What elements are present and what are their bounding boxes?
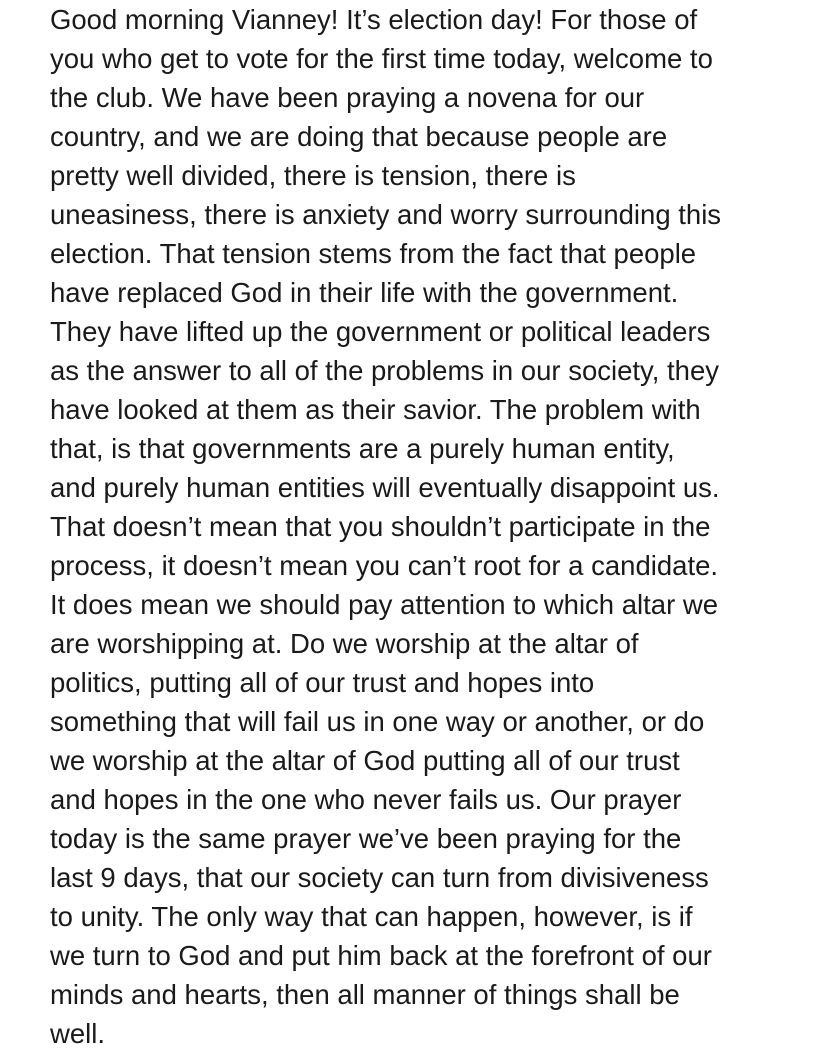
text-line: have looked at them as their savior. The problem with: [50, 394, 701, 425]
text-line: minds and hearts, then all manner of things shall be: [50, 979, 680, 1010]
text-line: as the answer to all of the problems in our society, they: [50, 355, 719, 386]
text-line: Good morning Vianney! It’s election day! For those of: [50, 4, 698, 35]
text-line: well.: [50, 1018, 106, 1049]
text-line: we turn to God and put him back at the forefront of our: [50, 940, 712, 971]
text-line: pretty well divided, there is tension, there is: [50, 160, 576, 191]
text-line: and purely human entities will eventually disappoint us.: [50, 472, 720, 503]
text-line: today is the same prayer we’ve been praying for the: [50, 823, 682, 854]
text-line: last 9 days, that our society can turn from divisiveness: [50, 862, 709, 893]
text-line: politics, putting all of our trust and hopes into: [50, 667, 595, 698]
text-line: election. That tension stems from the fact that people: [50, 238, 697, 269]
text-line: something that will fail us in one way or another, or do: [50, 706, 705, 737]
text-line: to unity. The only way that can happen, however, is if: [50, 901, 693, 932]
text-line: you who get to vote for the first time today, welcome to: [50, 43, 713, 74]
note-text: [50, 0, 810, 1053]
text-line: process, it doesn’t mean you can’t root for a candidate.: [50, 550, 719, 581]
text-line: That doesn’t mean that you shouldn’t participate in the: [50, 511, 711, 542]
text-line: uneasiness, there is anxiety and worry surrounding this: [50, 199, 722, 230]
text-line: and hopes in the one who never fails us. Our prayer: [50, 784, 682, 815]
text-line: It does mean we should pay attention to which altar we: [50, 589, 719, 620]
text-line: that, is that governments are a purely human entity,: [50, 433, 675, 464]
text-line: the club. We have been praying a novena for our: [50, 82, 645, 113]
text-line: They have lifted up the government or political leaders: [50, 316, 711, 347]
text-line: are worshipping at. Do we worship at the altar of: [50, 628, 639, 659]
text-line: we worship at the altar of God putting all of our trust: [50, 745, 680, 776]
text-line: have replaced God in their life with the government.: [50, 277, 679, 308]
text-line: country, and we are doing that because people are: [50, 121, 668, 152]
